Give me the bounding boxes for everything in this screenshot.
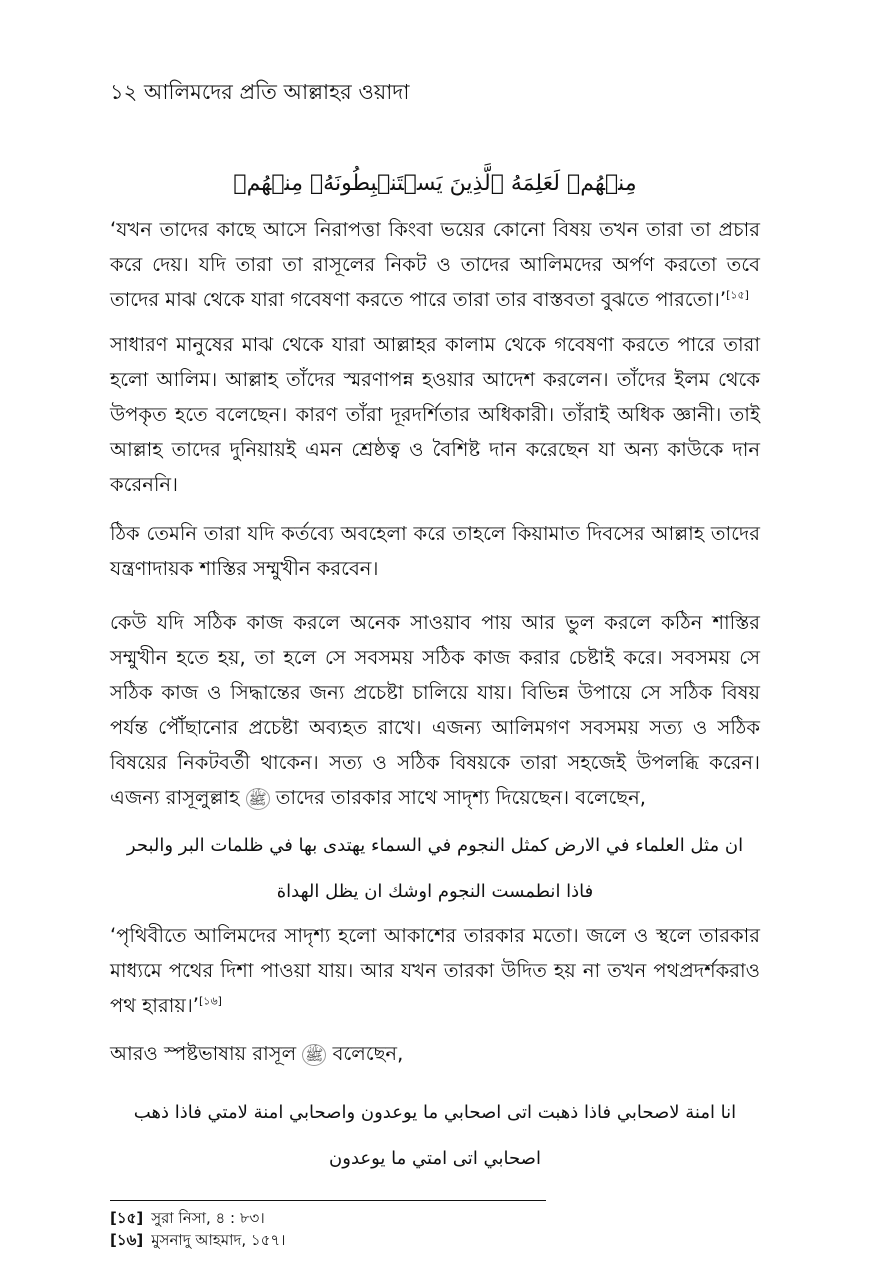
paragraph-negligence: ঠিক তেমনি তারা যদি কর্তব্যে অবহেলা করে তাহলে কিয়ামাত দিবসের আল্লাহ তাদের যন্ত্রণাদায়ক শাস্তির সম্মুখীন করবেন। — [110, 522, 760, 580]
paragraph-text: ‘পৃথিবীতে আলিমদের সাদৃশ্য হলো আকাশের তারকার মতো। জলে ও স্থলে তারকার মাধ্যমে পথের দিশা পাওয়া যায়। আর যখন তারকা উদিত হয় না তখন পথপ্রদর্শকরাও পথ হারায়।’ — [110, 924, 760, 1017]
paragraph-text: বলেছেন, — [332, 1042, 404, 1065]
running-header — [110, 78, 409, 106]
paragraph-scholars: সাধারণ মানুষের মাঝ থেকে যারা আল্লাহর কালাম থেকে গবেষণা করতে পারে তারা হলো আলিম। আল্লাহ তাঁদের স্মরণাপন্ন হওয়ার আদেশ করলেন। তাঁদের ইলম থেকে উপকৃত হতে বলেছেন। কারণ তাঁরা দূরদর্শিতার অধিকারী। তাঁরাই অধিক জ্ঞানী। তাই আল্লাহ তাদের দুনিয়ায়ই এমন শ্রেষ্ঠত্ব ও বৈশিষ্ট দান করেছেন যা অন্য কাউকে দান করেননি। — [110, 333, 760, 496]
paragraph-effort — [110, 605, 760, 815]
paragraph-intro — [110, 1036, 760, 1071]
footnote-number: [১৬] — [110, 1231, 144, 1249]
paragraph-hadith-translation — [110, 918, 760, 1023]
salawat-icon: ﷺ — [246, 788, 270, 810]
hadith-arabic-line: انا امنة لاصحابي فاذا ذهبت اتى اصحابي ما يوعدون واصحابي امنة لامتي فاذا ذهب — [133, 1102, 737, 1123]
paragraph-verse-translation — [110, 212, 760, 317]
quran-verse: مِنۡهُمۡ لَعَلِمَهُ ٱلَّذِينَ يَسۡتَنۢبِطُونَهُۥ مِنۡهُمۡ — [233, 171, 637, 196]
footnote-divider — [110, 1200, 546, 1201]
footnote — [110, 1229, 285, 1251]
footnote-text: মুসনাদু আহমাদ, ১৫৭। — [151, 1231, 286, 1249]
paragraph-text: ‘যখন তাদের কাছে আসে নিরাপত্তা কিংবা ভয়ের কোনো বিষয় তখন তারা তা প্রচার করে দেয়। যদি তারা তা রাসূলের নিকট ও তাদের আলিমদের অর্পণ করতো তবে তাদের মাঝ থেকে যারা গবেষণা করতে পারে তারা তার বাস্তবতা বুঝতে পারতো।’ — [110, 218, 760, 311]
chapter-title: আলিমদের প্রতি আল্লাহর ওয়াদা — [143, 80, 410, 104]
footnote-ref: [১৬] — [199, 994, 222, 1008]
hadith-arabic-line: ان مثل العلماء في الارض كمثل النجوم في السماء يهتدى بها في ظلمات البر والبحر — [126, 835, 744, 856]
footnote-text: সুরা নিসা, ৪ : ৮৩। — [151, 1209, 265, 1227]
paragraph-text: তাদের তারকার সাথে সাদৃশ্য দিয়েছেন। বলেছেন, — [275, 786, 646, 809]
footnote-number: [১৫] — [110, 1209, 144, 1227]
hadith-arabic-line: فاذا انطمست النجوم اوشك ان يظل الهداة — [276, 881, 594, 902]
hadith-arabic-line: اصحابي اتى امتي ما يوعدون — [329, 1148, 541, 1169]
footnote-ref: [১৫] — [726, 288, 749, 302]
salawat-icon: ﷺ — [302, 1044, 326, 1066]
paragraph-text: কেউ যদি সঠিক কাজ করলে অনেক সাওয়াব পায় আর ভুল করলে কঠিন শাস্তির সম্মুখীন হতে হয়, তা হলে সে সবসময় সঠিক কাজ করার চেষ্টাই করে। সবসময় সে সঠিক কাজ ও সিদ্ধান্তের জন্য প্রচেষ্টা চালিয়ে যায়। বিভিন্ন উপায়ে সে সঠিক বিষয় পর্যন্ত পৌঁছানোর প্রচেষ্টা অব্যহত রাখে। এজন্য আলিমগণ সবসময় সত্য ও সঠিক বিষয়ের নিকটবর্তী থাকেন। সত্য ও সঠিক বিষয়কে তারা সহজেই উপলব্ধি করেন। এজন্য রাসূলুল্লাহ — [110, 611, 760, 809]
footnote — [110, 1207, 265, 1229]
page-number: ১২ — [110, 80, 138, 104]
paragraph-text: আরও স্পষ্টভাষায় রাসূল — [110, 1042, 297, 1065]
